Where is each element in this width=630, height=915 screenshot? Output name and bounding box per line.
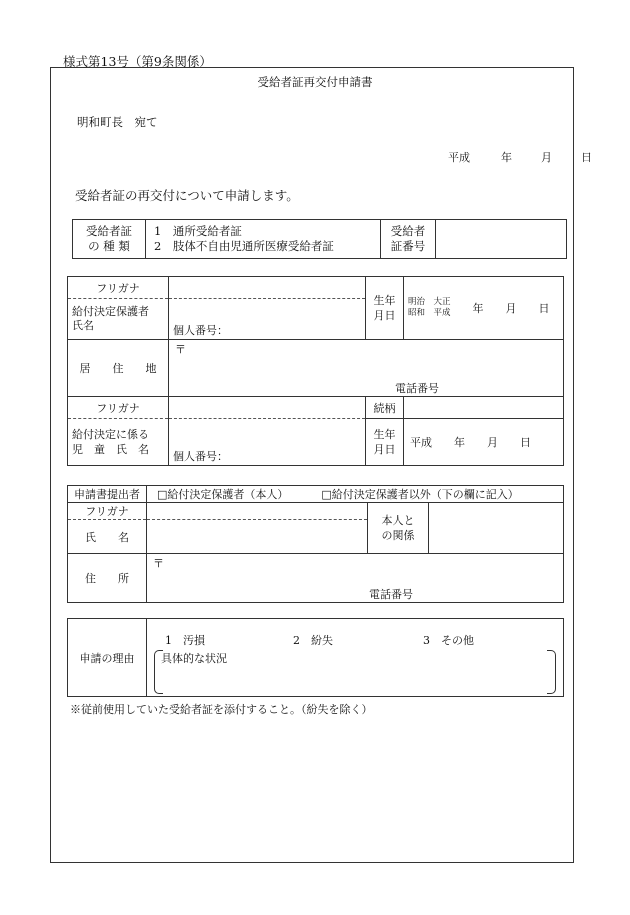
- guardian-phone-label: 電話番号: [395, 382, 439, 395]
- applicant-address-field[interactable]: [147, 554, 564, 603]
- guardian-birth-field[interactable]: [404, 277, 564, 340]
- guardian-child-table: [67, 276, 564, 466]
- cert-type-label: 受給者証 の 種 類: [73, 220, 146, 259]
- cert-option-2[interactable]: 2 肢体不自由児通所医療受給者証: [154, 239, 334, 253]
- applicant-furigana-field[interactable]: [147, 503, 368, 520]
- submitter-option-self[interactable]: □給付決定保護者（本人）: [157, 488, 289, 501]
- date-day: 日: [581, 151, 592, 164]
- guardian-era-row-2: 昭和 平成: [408, 308, 451, 318]
- applicant-name-label: 氏 名: [68, 520, 147, 554]
- cert-option-1[interactable]: 1 通所受給者証: [154, 224, 242, 238]
- child-furigana-label: フリガナ: [68, 397, 169, 419]
- reason-bracket-right: [547, 650, 556, 694]
- reason-field[interactable]: [147, 619, 564, 697]
- date-year: 年: [501, 151, 512, 164]
- guardian-name-field[interactable]: [169, 299, 366, 340]
- cert-number-label: 受給者 証番号: [381, 220, 436, 259]
- child-name-field[interactable]: [169, 419, 366, 466]
- date-line: [448, 149, 592, 165]
- cert-number-field[interactable]: [436, 220, 567, 259]
- child-furigana-field[interactable]: [169, 397, 366, 419]
- form-title: 受給者証再交付申請書: [257, 75, 373, 89]
- child-birth-value: 平成 年 月 日: [410, 436, 531, 449]
- guardian-furigana-field[interactable]: [169, 277, 366, 299]
- reason-label: 申請の理由: [68, 619, 147, 697]
- guardian-birth-ymd: 年 月 日: [472, 302, 550, 315]
- applicant-furigana-label: フリガナ: [68, 503, 147, 520]
- applicant-name-field[interactable]: [147, 520, 368, 554]
- reason-option-2[interactable]: 2 紛失: [293, 634, 333, 647]
- applicant-postal-mark: 〒: [153, 557, 164, 570]
- guardian-furigana-label: フリガナ: [68, 277, 169, 299]
- date-era: 平成: [448, 151, 470, 164]
- applicant-table: [67, 485, 564, 603]
- applicant-relation-field[interactable]: [429, 503, 564, 554]
- guardian-era-row-1: 明治 大正: [408, 297, 451, 307]
- child-birth-label: 生年 月日: [366, 419, 404, 466]
- child-name-label: 給付決定に係る 児 童 氏 名: [68, 419, 169, 466]
- attachment-note: ※従前使用していた受給者証を添付すること。（紛失を除く）: [70, 703, 373, 716]
- applicant-relation-label: 本人と の関係: [368, 503, 429, 554]
- guardian-address-label: 居 住 地: [68, 340, 169, 397]
- form-number-label: 様式第13号（第9条関係）: [63, 54, 212, 69]
- child-mynumber-label: 個人番号：: [173, 450, 228, 463]
- submitter-options: [147, 486, 564, 503]
- submitter-option-other[interactable]: □給付決定保護者以外（下の欄に記入）: [321, 488, 519, 501]
- date-month: 月: [541, 151, 552, 164]
- child-relation-field[interactable]: [404, 397, 564, 419]
- child-relation-label: 続柄: [366, 397, 404, 419]
- applicant-address-label: 住 所: [68, 554, 147, 603]
- addressee: 明和町長 宛て: [77, 115, 158, 129]
- cert-type-options[interactable]: [146, 220, 381, 259]
- guardian-mynumber-label: 個人番号：: [173, 324, 228, 337]
- reason-detail-label: 具体的な状況: [161, 652, 227, 665]
- guardian-name-label: 給付決定保護者 氏名: [68, 299, 169, 340]
- submitter-label: 申請書提出者: [68, 486, 147, 503]
- guardian-address-field[interactable]: [169, 340, 564, 397]
- reason-table: [67, 618, 564, 697]
- child-birth-field[interactable]: [404, 419, 564, 466]
- applicant-phone-label: 電話番号: [369, 588, 413, 601]
- guardian-postal-mark: 〒: [175, 343, 186, 356]
- certificate-type-table: [72, 219, 567, 259]
- reason-option-3[interactable]: 3 その他: [423, 634, 474, 647]
- intro-text: 受給者証の再交付について申請します。: [75, 188, 299, 203]
- reason-option-1[interactable]: 1 汚損: [165, 634, 205, 647]
- guardian-birth-label: 生年 月日: [366, 277, 404, 340]
